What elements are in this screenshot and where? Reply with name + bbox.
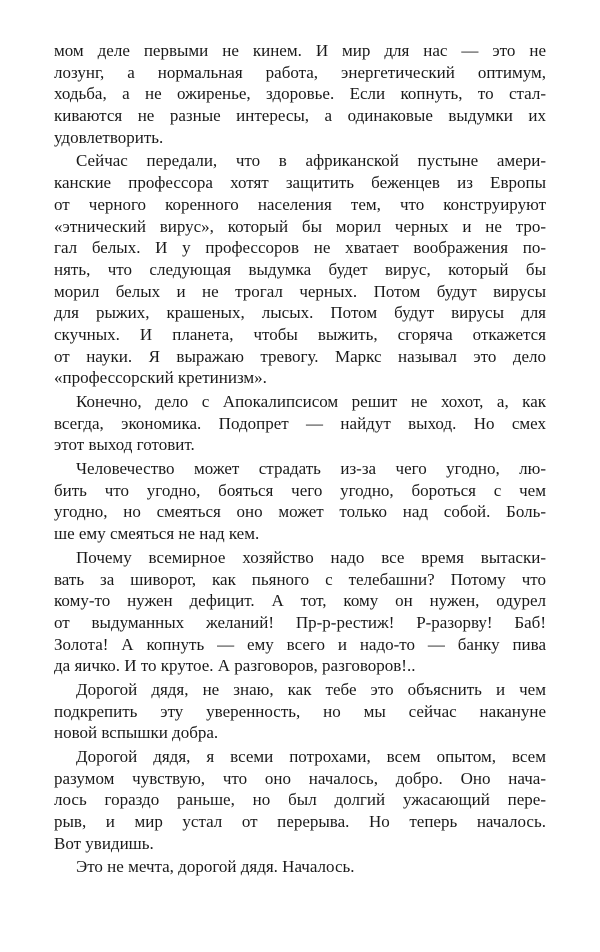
paragraph <box>54 150 546 389</box>
text-line: мом деле первыми не кинем. И мир для нас — это не <box>54 41 546 60</box>
text-line: для рыжих, крашеных, лысых. Потом будут вирусы для <box>54 303 546 323</box>
text-line: гал белых. И у профессоров не хватает воображения по- <box>54 238 546 258</box>
text-line: от черного коренного населения тем, что конструируют <box>54 194 546 214</box>
text-line: «этнический вирус», который бы морил черных и не тро- <box>54 216 546 236</box>
text-line: нять, что следующая выдумка будет вирус, который бы <box>54 259 546 279</box>
text-line: Дорогой дядя, я всеми потрохами, всем опытом, всем <box>76 747 546 766</box>
text-line: Это не мечта, дорогой дядя. Началось. <box>76 857 355 877</box>
text-line: Золота! А копнуть — ему всего и надо-то — банку пива <box>54 634 546 654</box>
text-line: всегда, экономика. Подопрет — найдут выход. Но смех <box>54 413 546 433</box>
text-line: да яичко. И то крутое. А разговоров, разговоров!.. <box>54 656 416 676</box>
paragraph <box>54 547 546 677</box>
text-line: Почему всемирное хозяйство надо все время вытаски- <box>76 547 546 567</box>
text-line: лозунг, а нормальная работа, энергетический оптимум, <box>54 62 546 82</box>
paragraph <box>54 458 546 545</box>
text-line: от выдуманных желаний! Пр-р-рестиж! Р-разорву! Баб! <box>54 612 546 632</box>
text-line: разумом чувствую, что оно началось, добро. Оно нача- <box>54 768 546 788</box>
text-line: от науки. Я выражаю тревогу. Маркс называл это дело <box>54 346 546 366</box>
text-line: морил белых и не трогал черных. Потом будут вирусы <box>54 281 546 301</box>
text-line: удовлетворить. <box>54 127 164 147</box>
text-line: Конечно, дело с Апокалипсисом решит не хохот, а, как <box>76 392 546 411</box>
paragraph <box>54 391 546 456</box>
text-line: этот выход готовит. <box>54 435 195 455</box>
paragraph <box>54 40 546 148</box>
text-line: канские профессора хотят защитить беженцев из Европы <box>54 173 546 193</box>
text-line: подкрепить эту уверенность, но мы сейчас накануне <box>54 701 546 721</box>
text-line: ходьба, а не ожиренье, здоровье. Если копнуть, то стал- <box>54 84 546 104</box>
text-line: Вот увидишь. <box>54 833 154 853</box>
paragraph <box>54 746 546 854</box>
text-line: вать за шиворот, как пьяного с телебашни? Потому что <box>54 569 546 589</box>
text-line: лось гораздо раньше, но был долгий ужасающий пере- <box>54 790 546 810</box>
text-line: Человечество может страдать из-за чего угодно, лю- <box>76 459 546 479</box>
text-line: «профессорский кретинизм». <box>54 368 267 388</box>
text-line: новой вспышки добра. <box>54 723 219 743</box>
text-line: скучных. И планета, чтобы выжить, сгоряча откажется <box>54 324 546 344</box>
text-line: бить что угодно, бояться чего угодно, бороться с чем <box>54 480 546 500</box>
text-line: киваются не разные интересы, а одинаковые выдумки их <box>54 106 546 126</box>
page-text <box>54 40 546 878</box>
text-line: Дорогой дядя, не знаю, как тебе это объяснить и чем <box>76 679 546 699</box>
text-line: Сейчас передали, что в африканской пустыне амери- <box>76 151 546 171</box>
text-line: ше ему смеяться не над кем. <box>54 524 260 544</box>
text-line: кому-то нужен дефицит. А тот, кому он нужен, одурел <box>54 591 546 611</box>
text-line: угодно, но смеяться оно может только над собой. Боль- <box>54 502 546 522</box>
paragraph <box>54 856 546 878</box>
text-line: рыв, и мир устал от перерыва. Но теперь началось. <box>54 812 546 832</box>
paragraph <box>54 679 546 744</box>
